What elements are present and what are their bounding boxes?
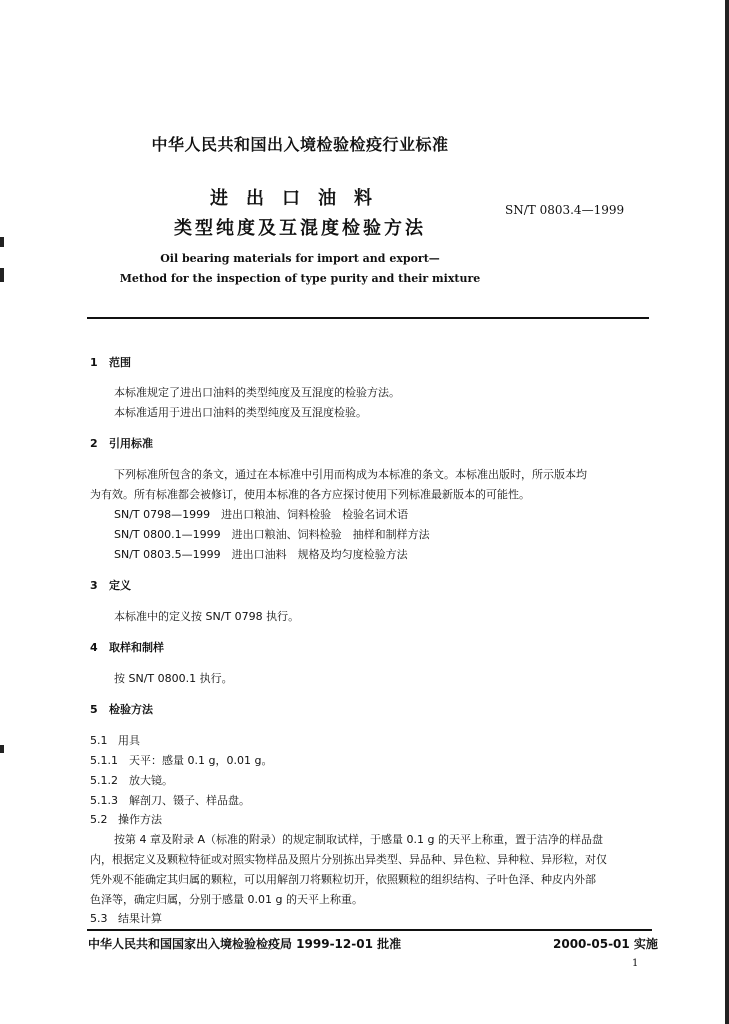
title-line-1: 进出口油料 — [210, 188, 390, 209]
section-2-paragraph: 为有效。所有标准都会被修订，使用本标准的各方应探讨使用下列标准最新版本的可能性。 — [90, 488, 530, 501]
reference-item: SN/T 0803.5—1999 进出口油料 规格及均匀度检验方法 — [114, 548, 408, 561]
page-number: 1 — [632, 958, 639, 969]
subsection-5-1-3: 5.1.3 解剖刀、镊子、样品盘。 — [90, 794, 250, 807]
english-title-line-1: Oil bearing materials for import and export— — [160, 252, 440, 265]
subsection-5-2-paragraph: 色泽等，确定归属，分别于感量 0.01 g 的天平上称重。 — [90, 893, 363, 906]
section-4-paragraph: 按 SN/T 0800.1 执行。 — [114, 672, 233, 685]
section-1-paragraph: 本标准适用于进出口油料的类型纯度及互混度检验。 — [114, 406, 367, 419]
scan-border — [725, 0, 729, 1024]
english-title-line-2: Method for the inspection of type purity and their mixture — [119, 272, 481, 285]
section-3-paragraph: 本标准中的定义按 SN/T 0798 执行。 — [114, 610, 300, 623]
implementation-date: 2000-05-01 实施 — [553, 937, 658, 951]
section-1-paragraph: 本标准规定了进出口油料的类型纯度及互混度的检验方法。 — [114, 386, 400, 399]
section-4-heading: 4 取样和制样 — [90, 641, 164, 654]
subsection-5-3: 5.3 结果计算 — [90, 912, 162, 925]
section-5-heading: 5 检验方法 — [90, 703, 153, 716]
section-3-heading: 3 定义 — [90, 579, 131, 592]
approval-line: 中华人民共和国国家出入境检验检疫局 1999-12-01 批准 — [88, 937, 402, 951]
section-2-paragraph: 下列标准所包含的条文，通过在本标准中引用而构成为本标准的条文。本标准出版时，所示版本均 — [114, 468, 587, 481]
section-1-heading: 1 范围 — [90, 356, 131, 369]
subsection-5-2-paragraph: 凭外观不能确定其归属的颗粒，可以用解剖刀将颗粒切开，依照颗粒的组织结构、子叶色泽、种皮内外部 — [90, 873, 596, 886]
subsection-5-1: 5.1 用具 — [90, 734, 140, 747]
subsection-5-2: 5.2 操作方法 — [90, 813, 162, 826]
subsection-5-2-paragraph: 按第 4 章及附录 A（标准的附录）的规定制取试样，于感量 0.1 g 的天平上称重，置于洁净的样品盘 — [114, 833, 603, 846]
title-line-2: 类型纯度及互混度检验方法 — [174, 218, 426, 239]
reference-item: SN/T 0800.1—1999 进出口粮油、饲料检验 抽样和制样方法 — [114, 528, 430, 541]
section-2-heading: 2 引用标准 — [90, 437, 153, 450]
issuing-organization: 中华人民共和国出入境检验检疫行业标准 — [151, 135, 449, 154]
subsection-5-2-paragraph: 内，根据定义及颗粒特征或对照实物样品及照片分别拣出异类型、异品种、异色粒、异种粒、异形粒，对仅 — [90, 853, 607, 866]
header-divider — [87, 317, 649, 319]
scan-mark — [0, 745, 4, 753]
footer-divider — [87, 929, 652, 931]
standard-number: SN/T 0803.4—1999 — [505, 203, 625, 217]
subsection-5-1-2: 5.1.2 放大镜。 — [90, 774, 173, 787]
reference-item: SN/T 0798—1999 进出口粮油、饲料检验 检验名词术语 — [114, 508, 409, 521]
subsection-5-1-1: 5.1.1 天平：感量 0.1 g，0.01 g。 — [90, 754, 273, 767]
